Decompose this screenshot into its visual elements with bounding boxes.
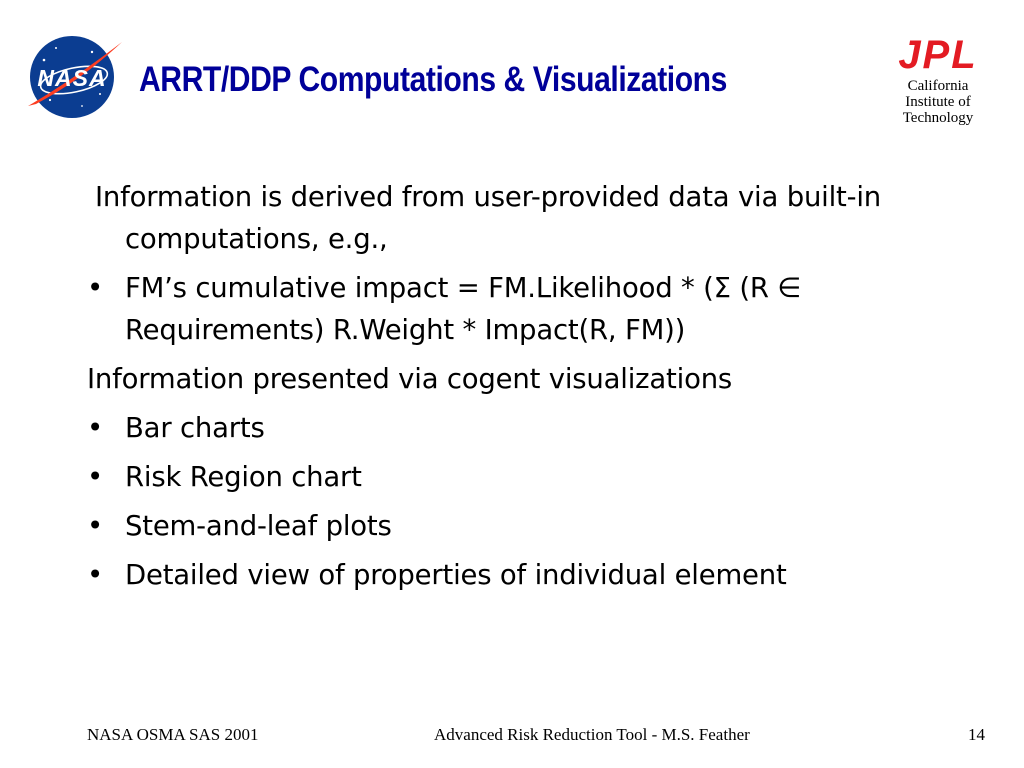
formula-bullet bbox=[87, 267, 967, 351]
footer-center: Advanced Risk Reduction Tool - M.S. Feather bbox=[434, 725, 750, 744]
element-of-symbol: ∈ bbox=[777, 272, 802, 304]
intro-text: Information is derived from user-provided data via built-in computations, e.g., bbox=[95, 181, 882, 255]
caltech-name bbox=[882, 78, 994, 126]
bullet-dot: • bbox=[87, 272, 104, 304]
sigma-symbol: Σ bbox=[713, 272, 731, 304]
page-number: 14 bbox=[968, 725, 985, 744]
list-item bbox=[87, 554, 967, 596]
bullet-dot: • bbox=[87, 461, 104, 493]
caltech-line-2: Institute of bbox=[905, 94, 971, 110]
slide-content bbox=[87, 176, 967, 596]
nasa-logo-icon bbox=[22, 30, 126, 122]
list-item bbox=[87, 407, 967, 449]
footer-left: NASA OSMA SAS 2001 bbox=[87, 725, 259, 744]
formula-part-2: (R bbox=[730, 272, 778, 304]
caltech-line-1: California bbox=[907, 78, 969, 94]
list-item-label: Risk Region chart bbox=[125, 461, 362, 493]
svg-text:JPL: JPL bbox=[898, 34, 978, 74]
slide-title: ARRT/DDP Computations & Visualizations bbox=[139, 60, 727, 99]
list-item bbox=[87, 456, 967, 498]
formula-part-1: FM’s cumulative impact = FM.Likelihood * ( bbox=[125, 272, 714, 304]
svg-text:NASA: NASA bbox=[37, 65, 107, 91]
jpl-caltech-block bbox=[882, 34, 994, 126]
bullet-dot: • bbox=[87, 510, 104, 542]
list-item-label: Bar charts bbox=[125, 412, 265, 444]
viz-heading: Information presented via cogent visualizations bbox=[87, 363, 733, 395]
bullet-dot: • bbox=[87, 412, 104, 444]
caltech-line-3: Technology bbox=[902, 110, 974, 126]
formula-part-3: Requirements) R.Weight * Impact(R, FM)) bbox=[125, 314, 686, 346]
jpl-logo-icon bbox=[886, 34, 990, 74]
list-item bbox=[87, 505, 967, 547]
bullet-dot: • bbox=[87, 559, 104, 591]
list-item-label: Stem-and-leaf plots bbox=[125, 510, 392, 542]
list-item-label: Detailed view of properties of individual element bbox=[125, 559, 787, 591]
